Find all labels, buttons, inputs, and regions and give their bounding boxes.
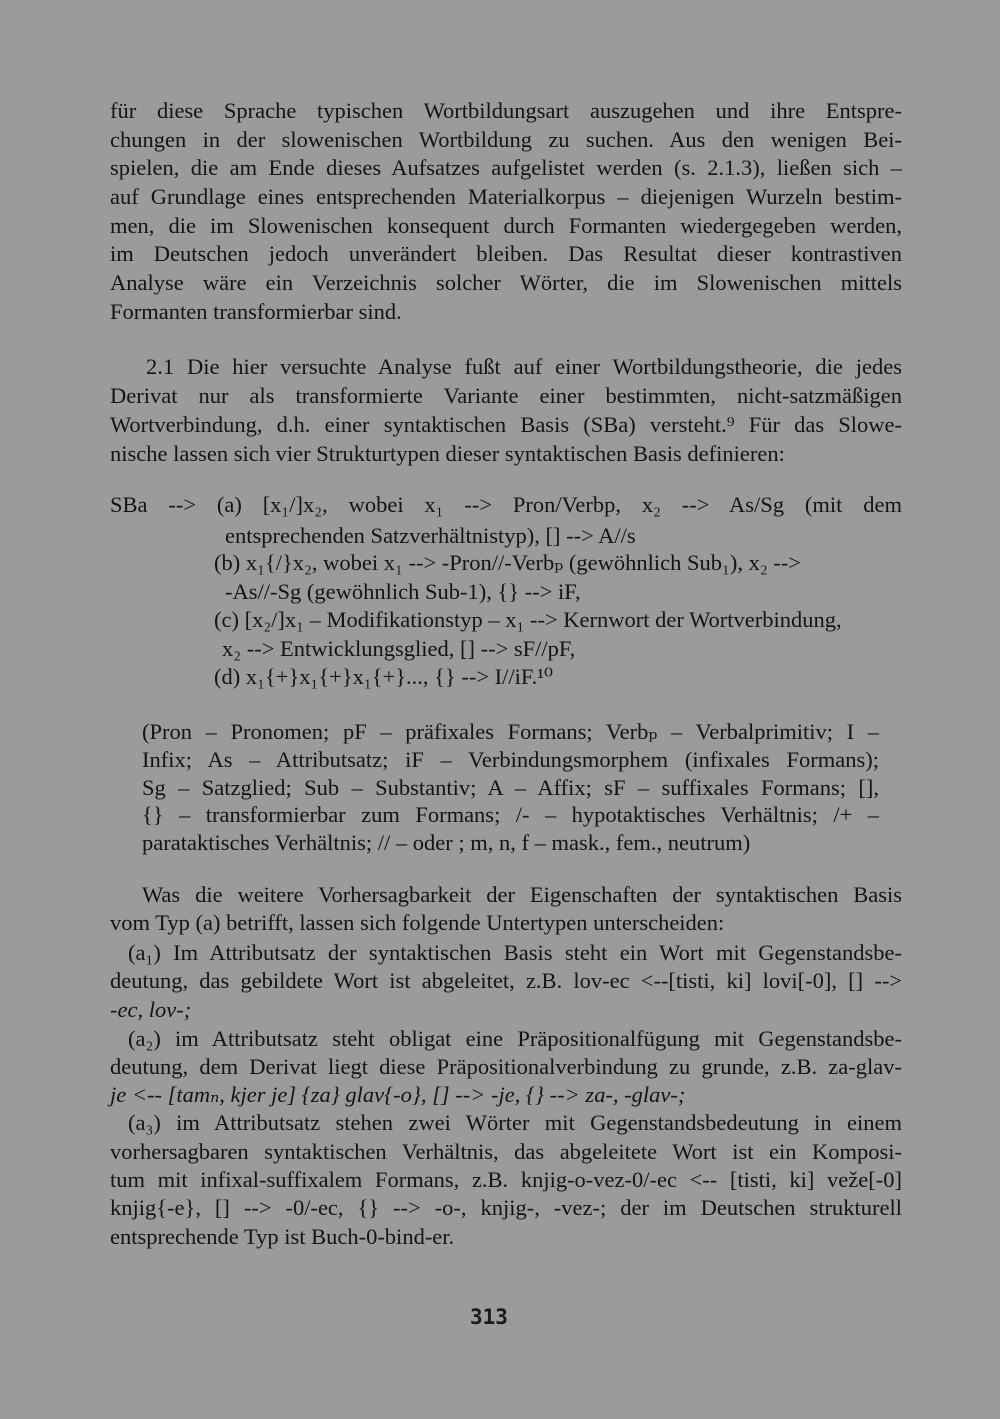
text-line: 2.1 Die hier versuchte Analyse fußt auf einer Wortbildungstheorie, die jedes [146,354,902,379]
formula-line: (b) x₁{/}x₂, wobei x₁ --> -Pron//-Verbₚ (gewöhnlich Sub₁), x₂ --> [214,550,801,575]
text-line: vorhersagbaren syntaktischen Verhältnis, das abgeleitete Wort ist ein Komposi- [110,1139,902,1164]
text-line: je <-- [tamₙ, kjer je] {za} glav{-o}, [] --> -je, {} --> za-, -glav-; [110,1082,686,1107]
text-line: men, die im Slowenischen konsequent durch Formanten wiedergegeben werden, [110,213,902,238]
formula-line: -As//-Sg (gewöhnlich Sub-1), {} --> iF, [225,579,581,604]
text-line: knjig{-e}, [] --> -0/-ec, {} --> -o-, knjig-, -vez-; der im Deutschen strukturell [110,1195,902,1220]
formula-line: entsprechenden Satzverhältnistyp), [] --> A//s [225,523,636,548]
text-line: deutung, das gebildete Wort ist abgeleitet, z.B. lov-ec <--[tisti, ki] lovi[-0], [] --> [110,968,902,993]
legend-line: Sg – Satzglied; Sub – Substantiv; A – Affix; sF – suffixales Formans; [], [142,775,879,800]
text-line: (a₃) im Attributsatz stehen zwei Wörter mit Gegenstandsbedeutung in einem [128,1110,902,1135]
legend-line: parataktisches Verhältnis; // – oder ; m, n, f – mask., fem., neutrum) [142,830,751,855]
text-line: nische lassen sich vier Strukturtypen dieser syntaktischen Basis definieren: [110,441,785,466]
text-line: (a₂) im Attributsatz steht obligat eine Präpositionalfügung mit Gegenstandsbe- [128,1026,902,1051]
text-line: tum mit infixal-suffixalem Formans, z.B. knjig-o-vez-0/-ec <-- [tisti, ki] veže[-0] [110,1167,902,1192]
formula-line: SBa --> (a) [x₁/]x₂, wobei x₁ --> Pron/Verbp, x₂ --> As/Sg (mit dem [110,492,902,517]
legend-line: Infix; As – Attributsatz; iF – Verbindungsmorphem (infixales Formans); [142,747,879,772]
text-line: spielen, die am Ende dieses Aufsatzes aufgelistet werden (s. 2.1.3), ließen sich – [110,155,902,180]
legend-line: (Pron – Pronomen; pF – präfixales Formans; Verbₚ – Verbalprimitiv; I – [142,719,879,744]
text-line: (a₁) Im Attributsatz der syntaktischen Basis steht ein Wort mit Gegenstandsbe- [128,940,902,965]
text-line: auf Grundlage eines entsprechenden Materialkorpus – diejenigen Wurzeln bestim- [110,184,902,209]
text-line: deutung, dem Derivat liegt diese Präpositionalverbindung zu grunde, z.B. za-glav- [110,1054,902,1079]
formula-line: x₂ --> Entwicklungsglied, [] --> sF//pF, [222,636,576,661]
text-line: Was die weitere Vorhersagbarkeit der Eigenschaften der syntaktischen Basis [142,882,902,907]
text-line: im Deutschen jedoch unverändert bleiben. Das Resultat dieser kontrastiven [110,241,902,266]
text-line: Formanten transformierbar sind. [110,299,402,324]
text-line: -ec, lov-; [110,997,192,1022]
text-line: Derivat nur als transformierte Variante einer bestimmten, nicht-satzmäßigen [110,383,902,408]
legend-line: {} – transformierbar zum Formans; /- – hypotaktisches Verhältnis; /+ – [142,802,879,827]
text-line: entsprechende Typ ist Buch-0-bind-er. [110,1224,455,1249]
text-line: Wortverbindung, d.h. einer syntaktischen Basis (SBa) versteht.⁹ Für das Slowe- [110,412,902,437]
text-line: vom Typ (a) betrifft, lassen sich folgende Untertypen unterscheiden: [110,910,725,935]
text-line: chungen in der slowenischen Wortbildung zu suchen. Aus den wenigen Bei- [110,127,902,152]
text-line: Analyse wäre ein Verzeichnis solcher Wörter, die im Slowenischen mittels [110,270,902,295]
text-line: für diese Sprache typischen Wortbildungsart auszugehen und ihre Entspre- [110,98,902,123]
formula-line: (c) [x₂/]x₁ – Modifikationstyp – x₁ --> Kernwort der Wortverbindung, [214,607,842,632]
page-number: 313 [470,1305,508,1329]
formula-line: (d) x₁{+}x₁{+}x₁{+}..., {} --> I//iF.¹⁰ [214,664,554,689]
